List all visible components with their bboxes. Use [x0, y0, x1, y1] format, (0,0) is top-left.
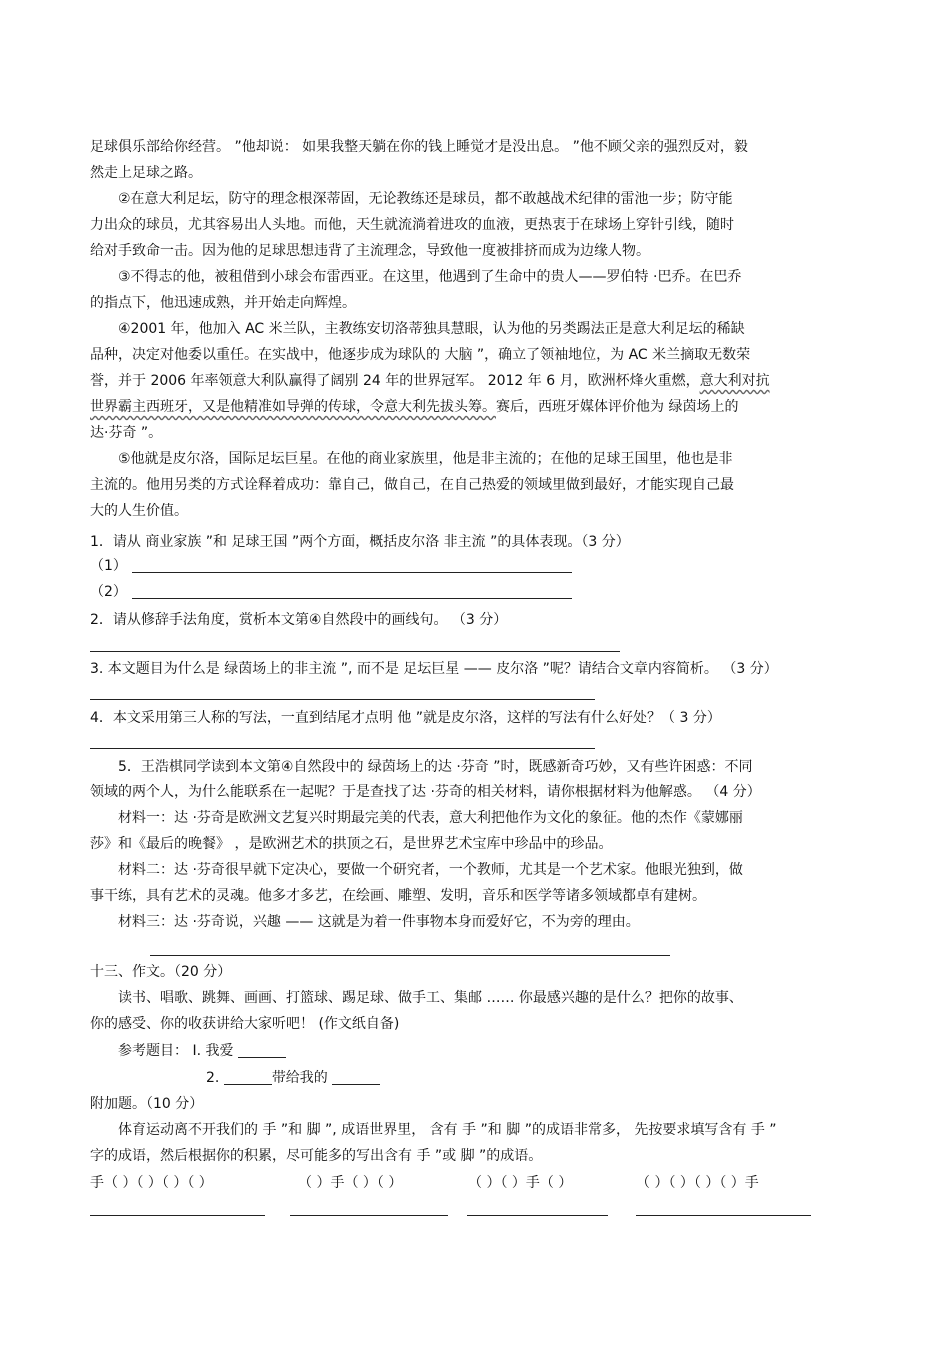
- passage-line: 给对手致命一击。因为他的足球思想违背了主流理念，导致他一度被排挤而成为边缘人物。: [90, 243, 650, 259]
- idiom-answer-line[interactable]: [90, 1215, 265, 1216]
- passage-line: 足球俱乐部给你经营。 ”他却说： 如果我整天躺在你的钱上睡觉才是没出息。 ”他不顾父亲的强烈反对，毅: [90, 139, 748, 155]
- answer-line[interactable]: [132, 572, 572, 573]
- passage-line: 主流的。他用另类的方式诠释着成功：靠自己，做自己，在自己热爱的领域里做到最好，才能实现自己最: [90, 477, 734, 493]
- essay-prompt: 读书、唱歌、跳舞、画画、打篮球、踢足球、做手工、集邮 …… 你最感兴趣的是什么？把你的故事、: [118, 990, 743, 1006]
- idiom-answer-line[interactable]: [467, 1215, 608, 1216]
- passage-line: ②在意大利足坛，防守的理念根深蒂固，无论教练还是球员，都不敢越战术纪律的雷池一步；防守能: [118, 191, 733, 207]
- answer-line[interactable]: [150, 955, 670, 956]
- passage-line: 达·芬奇 ”。: [90, 425, 163, 441]
- passage-text: 誉，并于 2006 年率领意大利队赢得了阔别 24 年的世界冠军。 2012 年 6 月，欧洲杯烽火重燃，: [90, 373, 700, 389]
- answer-line[interactable]: [90, 651, 620, 652]
- idiom-pattern-1: 手（ ）（ ）（ ）（ ）: [90, 1175, 213, 1191]
- material-1-cont: 莎》和《最后的晚餐》 ，是欧洲艺术的拱顶之石，是世界艺术宝库中珍品中的珍品。: [90, 836, 613, 852]
- essay-topic-2: 2. 带给我的: [206, 1068, 380, 1088]
- question-5: 5．王浩棋同学读到本文第④自然段中的 绿茵场上的达 ·芬奇 ”时，既感新奇巧妙，又有些许困惑：不同: [118, 759, 753, 775]
- question-2: 2．请从修辞手法角度，赏析本文第④自然段中的画线句。 （3 分）: [90, 612, 508, 628]
- passage-line: 品种，决定对他委以重任。在实战中，他逐步成为球队的 大脑 ”，确立了领袖地位，为 AC 米兰摘取无数荣: [90, 347, 751, 363]
- material-2: 材料二：达 ·芬奇很早就下定决心，要做一个研究者，一个教师，尤其是一个艺术家。他眼光独到，做: [118, 862, 743, 878]
- bonus-prompt-cont: 字的成语，然后根据你的积累，尽可能多的写出含有 手 ”或 脚 ”的成语。: [90, 1148, 543, 1164]
- fill-blank[interactable]: [238, 1043, 286, 1058]
- idiom-answer-line[interactable]: [290, 1215, 448, 1216]
- passage-line: ⑤他就是皮尔洛，国际足坛巨星。在他的商业家族里，他是非主流的；在他的足球王国里，他也是非: [118, 451, 733, 467]
- material-2-cont: 事干练，具有艺术的灵魂。他多才多艺，在绘画、雕塑、发明，音乐和医学等诸多领域都卓有建树。: [90, 888, 706, 904]
- essay-prompt-cont: 你的感受、你的收获讲给大家听吧！ (作文纸自备): [90, 1016, 400, 1032]
- passage-line: ④2001 年，他加入 AC 米兰队，主教练安切洛蒂独具慧眼，认为他的另类踢法正是意大利足坛的稀缺: [118, 321, 745, 337]
- bonus-prompt: 体育运动离不开我们的 手 ”和 脚 ”, 成语世界里， 含有 手 ”和 脚 ”的成语非常多， 先按要求填写含有 手 ”: [118, 1122, 777, 1138]
- bonus-title: 附加题。（10 分）: [90, 1096, 204, 1112]
- underlined-sentence: 意大利对抗: [699, 373, 770, 389]
- fill-blank[interactable]: [224, 1070, 272, 1085]
- answer-line[interactable]: [132, 598, 572, 599]
- question-4: 4．本文采用第三人称的写法，一直到结尾才点明 他 ”就是皮尔洛，这样的写法有什么好处？（ 3 分）: [90, 710, 721, 726]
- passage-line: 的指点下，他迅速成熟，并开始走向辉煌。: [90, 295, 356, 311]
- idiom-pattern-2: （ ）手（ ）（ ）: [298, 1175, 403, 1191]
- passage-line: 大的人生价值。: [90, 503, 188, 519]
- idiom-pattern-4: （ ）（ ）（ ）（ ）手: [636, 1175, 759, 1191]
- question-3: 3. 本文题目为什么是 绿茵场上的非主流 ”, 而不是 足坛巨星 —— 皮尔洛 ”呢？请结合文章内容简析。 （3 分）: [90, 661, 778, 677]
- passage-line: ③不得志的他，被租借到小球会布雷西亚。在这里，他遇到了生命中的贵人——罗伯特 ·巴乔。在巴乔: [118, 269, 742, 285]
- answer-line[interactable]: [90, 748, 595, 749]
- answer-label-1: （1）: [90, 558, 127, 574]
- passage-line: [90, 371, 770, 391]
- answer-line[interactable]: [90, 699, 595, 700]
- essay-topic-1: 参考题目： I. 我爱: [118, 1041, 286, 1061]
- idiom-answer-line[interactable]: [636, 1215, 811, 1216]
- material-1: 材料一：达 ·芬奇是欧洲文艺复兴时期最完美的代表，意大利把他作为文化的象征。他的杰作《蒙娜丽: [118, 810, 743, 826]
- passage-text: 赛后，西班牙媒体评价他为 绿茵场上的: [496, 399, 739, 415]
- passage-line: [90, 397, 738, 417]
- question-5-cont: 领域的两个人，为什么能联系在一起呢？于是查找了达 ·芬奇的相关材料，请你根据材料为他解惑。 （4 分）: [90, 784, 761, 800]
- answer-label-2: （2）: [90, 584, 127, 600]
- fill-blank[interactable]: [332, 1070, 380, 1085]
- passage-line: 然走上足球之路。: [90, 165, 202, 181]
- essay-title: 十三、作文。（20 分）: [90, 964, 232, 980]
- idiom-pattern-3: （ ）（ ）手（ ）: [468, 1175, 573, 1191]
- passage-line: 力出众的球员，尤其容易出人头地。而他，天生就流淌着进攻的血液，更热衷于在球场上穿针引线，随时: [90, 217, 734, 233]
- question-1: 1．请从 商业家族 ”和 足球王国 ”两个方面，概括皮尔洛 非主流 ”的具体表现。（3 分）: [90, 534, 630, 550]
- underlined-sentence: 世界霸主西班牙，又是他精准如导弹的传球，令意大利先拔头筹。: [90, 399, 496, 415]
- material-3: 材料三：达 ·芬奇说，兴趣 —— 这就是为着一件事物本身而爱好它，不为旁的理由。: [118, 914, 640, 930]
